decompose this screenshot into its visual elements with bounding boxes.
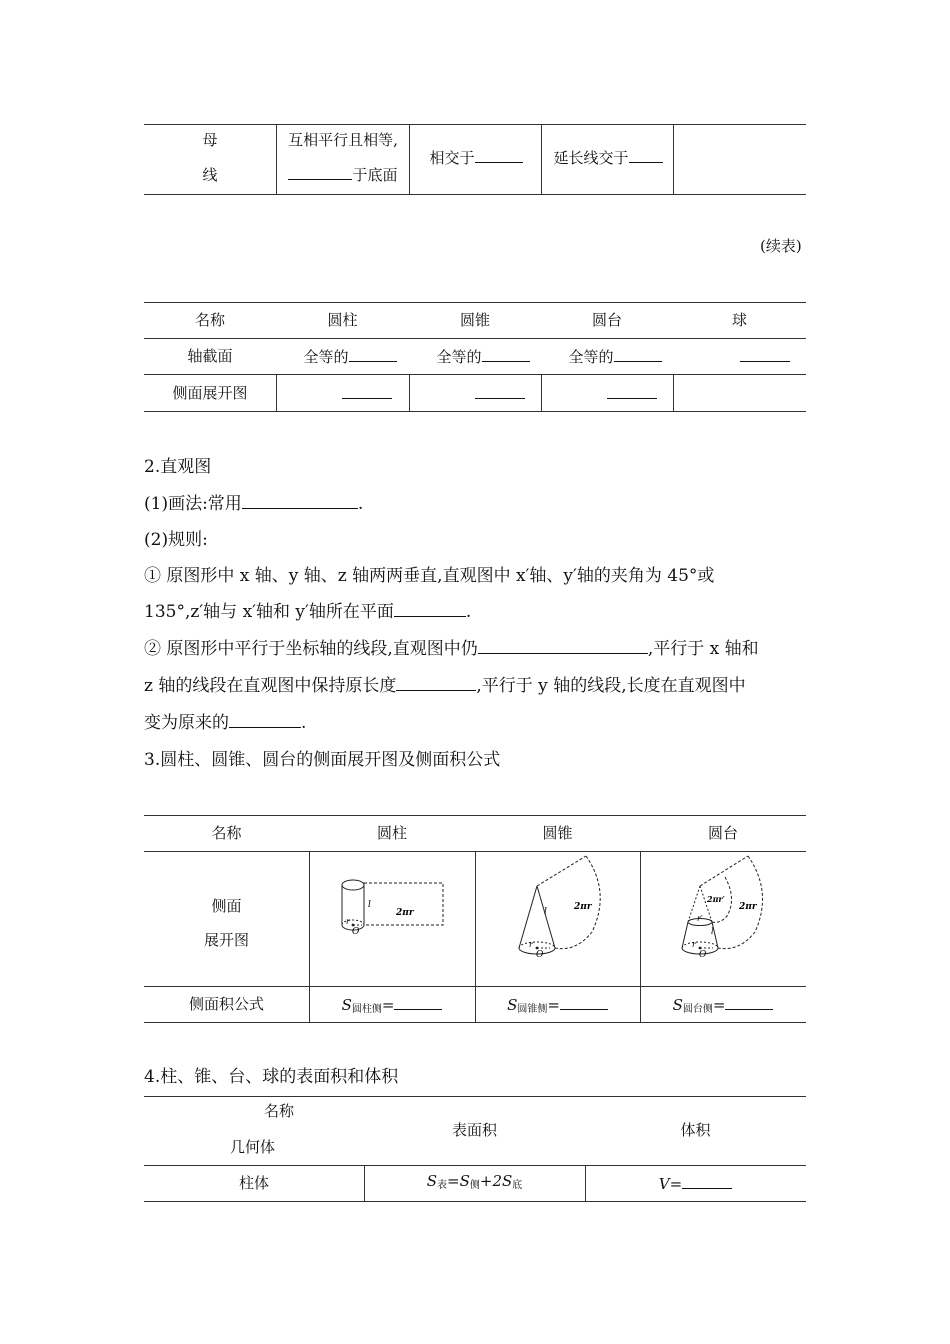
section2-title: 2.直观图 (144, 457, 212, 477)
table1-axial-label: 轴截面 (187, 347, 233, 365)
table1-header-cylinder: 圆柱 (327, 311, 358, 329)
table1 (144, 302, 806, 412)
table1-header-sphere: 球 (731, 311, 747, 329)
blank (607, 382, 657, 399)
table4-surface-formula: $S_表=S_侧+2S_底$ (426, 1172, 523, 1191)
table0-cone-cell: 相交于 (410, 146, 542, 168)
blank (478, 637, 648, 654)
blank (629, 146, 663, 163)
frus-l-label: l (711, 927, 714, 936)
blank (614, 345, 662, 362)
frus-r-label: r (692, 940, 696, 949)
cone-r-label: r (529, 940, 533, 949)
table4-header-diag-bottom: 几何体 (230, 1138, 276, 1156)
blank (682, 1172, 732, 1189)
table1-lateral-label: 侧面展开图 (172, 384, 248, 402)
blank (725, 993, 773, 1010)
blank (475, 382, 525, 399)
table3 (144, 815, 806, 1023)
cyl-o-label: O (352, 927, 360, 937)
section2-rule1-line2: 135°,z′轴与 x′轴和 y′轴所在平面 . (144, 602, 472, 622)
table4-header-diag-top: 名称 (264, 1102, 295, 1120)
table1-header-frustum: 圆台 (591, 311, 622, 329)
table0-frustum-cell: 延长线交于 (542, 146, 674, 168)
table1-axial-cone: 全等的 (409, 345, 557, 367)
section2-rule2-line1: ② 原图形中平行于坐标轴的线段,直观图中仍 ,平行于 x 轴和 (144, 639, 759, 659)
table1-axial-cylinder: 全等的 (276, 345, 424, 367)
table3-row1-label-1: 侧面 (211, 897, 242, 915)
table0-row-label-2: 线 (202, 166, 218, 184)
formula-frustum: $S_{圆台侧}=$ (640, 993, 806, 1015)
table0-cylinder-line1: 互相平行且相等, (288, 131, 398, 149)
table4 (144, 1096, 806, 1202)
cone-l-label: l (544, 907, 547, 917)
table3-row1-label-2: 展开图 (203, 931, 249, 949)
blank (396, 674, 476, 691)
cone-2pir-label: 2πr (574, 902, 592, 912)
table3-row2-label: 侧面积公式 (188, 995, 264, 1013)
blank (394, 600, 466, 617)
table1-axial-sphere (740, 345, 790, 366)
table1-axial-frustum: 全等的 (541, 345, 689, 367)
section2-p2: (2)规则: (144, 530, 208, 550)
table3-header-name: 名称 (211, 824, 242, 842)
table3-header-frustum: 圆台 (707, 824, 738, 842)
cylinder-development-figure (310, 852, 475, 986)
cyl-2pir-label: 2πr (396, 908, 414, 918)
table4-header-volume: 体积 (680, 1121, 711, 1139)
table4-row-label: 柱体 (238, 1174, 269, 1192)
section4-title: 4.柱、锥、台、球的表面积和体积 (144, 1067, 399, 1087)
section3-title: 3.圆柱、圆锥、圆台的侧面展开图及侧面积公式 (144, 750, 501, 770)
table3-header-cylinder: 圆柱 (376, 824, 407, 842)
section2-rule2-line2: z 轴的线段在直观图中保持原长度 ,平行于 y 轴的线段,长度在直观图中 (144, 676, 746, 696)
blank (740, 345, 790, 362)
frus-2pir-label: 2πr (739, 902, 757, 912)
blank (394, 993, 442, 1010)
table0-cylinder-line2: 于底面 (277, 163, 409, 187)
blank (229, 711, 301, 728)
formula-cylinder: $S_{圆柱侧}=$ (309, 993, 475, 1015)
blank (342, 382, 392, 399)
frus-2pirp-label: 2πr′ (707, 894, 725, 904)
cone-development-figure (476, 852, 640, 986)
cone-o-label: O (536, 950, 544, 960)
table1-header-cone: 圆锥 (459, 311, 490, 329)
section2-p1: (1)画法:常用 . (144, 494, 364, 514)
cyl-l-label: l (368, 900, 371, 910)
continued-label: (续表) (760, 237, 802, 255)
frustum-development-figure (641, 852, 806, 986)
formula-cone: $S_{圆锥侧}=$ (475, 993, 640, 1015)
blank (242, 492, 358, 509)
frus-o-label: O (699, 950, 707, 960)
section2-rule2-line3: 变为原来的 . (144, 713, 307, 733)
table0 (144, 124, 806, 195)
table1-header-name: 名称 (194, 311, 225, 329)
table4-header-surface: 表面积 (451, 1121, 497, 1139)
blank (288, 163, 352, 180)
table0-row-label-1: 母 (202, 131, 218, 149)
blank (475, 146, 523, 163)
cyl-r-label: r (346, 917, 350, 926)
section2-rule1-line1: ① 原图形中 x 轴、y 轴、z 轴两两垂直,直观图中 x′轴、y′轴的夹角为 45°或 (144, 566, 715, 586)
table3-header-cone: 圆锥 (542, 824, 573, 842)
table4-volume-formula: V= (585, 1172, 806, 1193)
frus-rp-label: r′ (697, 914, 703, 923)
blank (349, 345, 397, 362)
blank (560, 993, 608, 1010)
blank (482, 345, 530, 362)
